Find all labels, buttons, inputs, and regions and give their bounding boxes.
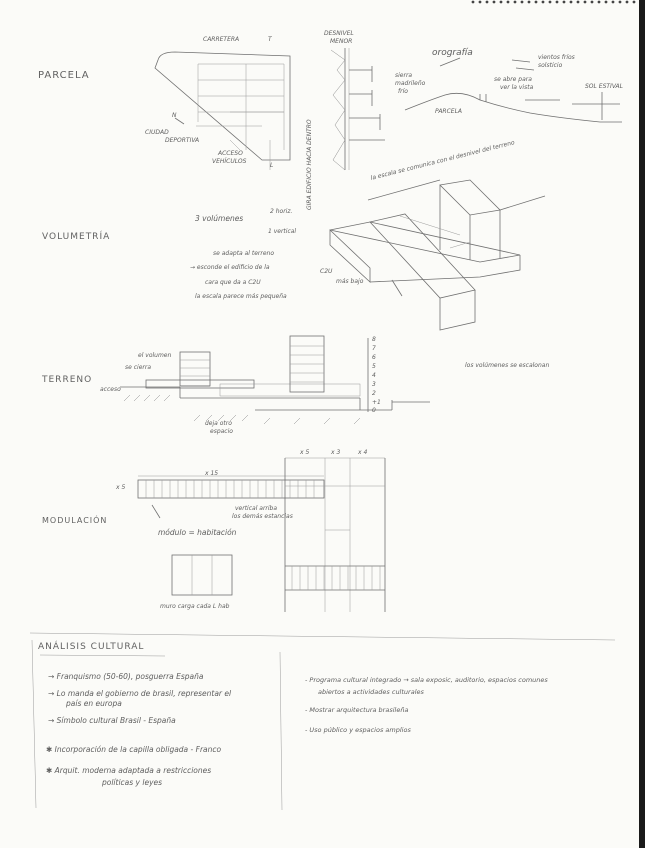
dim-c: x 4 bbox=[358, 449, 368, 456]
desnivel-section bbox=[331, 48, 385, 170]
label-carretera: CARRETERA bbox=[203, 36, 240, 43]
analisis-right-4: - Uso público y espacios amplios bbox=[305, 726, 411, 734]
label-demas-estancias: los demás estancias bbox=[232, 513, 293, 520]
label-sierra: sierra bbox=[395, 72, 413, 79]
level-6: 6 bbox=[372, 354, 376, 361]
label-ver-vista: ver la vista bbox=[500, 84, 534, 91]
label-ciudad: CIUDAD bbox=[145, 129, 169, 136]
label-mas-bajo: más bajo bbox=[336, 278, 364, 285]
dim-x15: x 15 bbox=[205, 470, 219, 477]
level-3: 3 bbox=[372, 381, 376, 388]
label-frio: frío bbox=[398, 88, 408, 95]
terreno-section bbox=[120, 336, 430, 424]
label-gira: GIRA EDIFICIO HACIA DENTRO bbox=[306, 119, 313, 210]
volumetria-axonometric bbox=[330, 180, 520, 330]
label-1-vertical: 1 vertical bbox=[268, 228, 297, 235]
label-deja-otro: deja otro bbox=[205, 420, 232, 427]
label-menor: MENOR bbox=[330, 38, 353, 45]
level-7: 7 bbox=[372, 345, 376, 352]
analisis-left-5: ✱ Incorporación de la capilla obligada - Franco bbox=[46, 745, 222, 754]
label-escala-pequena: la escala parece más pequeña bbox=[195, 293, 287, 300]
level-5: 5 bbox=[372, 363, 376, 370]
label-escala-terreno: la escala se comunica con el desnivel del terreno bbox=[370, 139, 516, 182]
label-esconde: → esconde el edificio de la bbox=[190, 264, 270, 271]
label-2-horiz: 2 horiz. bbox=[270, 208, 293, 215]
label-vertical-arriba: vertical arriba bbox=[235, 505, 278, 512]
label-madrileno: madrileño bbox=[395, 80, 426, 87]
label-desnivel: DESNIVEL bbox=[324, 30, 354, 37]
section-analisis-cultural: ANÁLISIS CULTURAL bbox=[38, 642, 145, 652]
label-deportiva: DEPORTIVA bbox=[165, 137, 200, 144]
label-t: T bbox=[268, 36, 272, 43]
dim-b: x 3 bbox=[331, 449, 341, 456]
label-vientos: vientos fríos bbox=[538, 54, 575, 61]
label-el-volumen: el volumen bbox=[138, 352, 172, 359]
label-n: N bbox=[172, 112, 177, 119]
label-orografia-parcela: PARCELA bbox=[435, 108, 463, 115]
label-modulo-habitacion: módulo = habitación bbox=[158, 528, 237, 537]
section-modulacion: MODULACIÓN bbox=[42, 516, 108, 525]
dim-x5: x 5 bbox=[116, 484, 126, 491]
analisis-left-4: → Símbolo cultural Brasil - España bbox=[48, 716, 176, 725]
analisis-right-3: - Mostrar arquitectura brasileña bbox=[305, 706, 409, 714]
analisis-right-1: - Programa cultural integrado → sala exposic, auditorio, espacios comunes bbox=[305, 676, 548, 684]
dim-a: x 5 bbox=[300, 449, 310, 456]
label-3-volumenes: 3 volúmenes bbox=[195, 214, 244, 223]
label-l: L bbox=[270, 162, 274, 169]
label-escalonan: los volúmenes se escalonan bbox=[465, 362, 550, 369]
label-cara-c2u: cara que da a C2U bbox=[205, 279, 261, 286]
level-4: 4 bbox=[372, 372, 376, 379]
label-sol-estival: SOL ESTIVAL bbox=[585, 83, 623, 90]
level-2: 2 bbox=[372, 390, 376, 397]
level-0: 0 bbox=[372, 407, 376, 414]
section-terreno: TERRENO bbox=[42, 375, 93, 385]
label-se-abre: se abre para bbox=[494, 76, 532, 83]
section-volumetria: VOLUMETRÍA bbox=[42, 232, 111, 242]
label-se-cierra: se cierra bbox=[125, 364, 151, 371]
label-acceso-terreno: acceso bbox=[100, 386, 121, 393]
analisis-left-3: país en europa bbox=[66, 699, 122, 708]
level-8: 8 bbox=[372, 336, 376, 343]
label-se-adapta: se adapta al terreno bbox=[213, 250, 275, 257]
label-c2u: C2U bbox=[320, 268, 333, 275]
label-vehiculos: VEHÍCULOS bbox=[212, 158, 247, 165]
label-muro-carga: muro carga cada L hab bbox=[160, 603, 230, 610]
analisis-left-6: ✱ Arquit. moderna adaptada a restricciones bbox=[46, 766, 212, 775]
label-acceso: ACCESO bbox=[218, 150, 243, 157]
label-solsticio: solsticio bbox=[538, 62, 563, 69]
analisis-right-2: abiertos a actividades culturales bbox=[318, 688, 424, 696]
level-plus1: +1 bbox=[372, 399, 381, 406]
label-orografia: orografía bbox=[432, 48, 473, 58]
label-espacio: espacio bbox=[210, 428, 233, 435]
analisis-left-1: → Franquismo (50-60), posguerra España bbox=[48, 672, 204, 681]
analisis-left-2: → Lo manda el gobierno de brasil, representar el bbox=[48, 689, 232, 698]
section-parcela: PARCELA bbox=[38, 70, 90, 81]
analisis-left-7: políticas y leyes bbox=[102, 778, 163, 787]
